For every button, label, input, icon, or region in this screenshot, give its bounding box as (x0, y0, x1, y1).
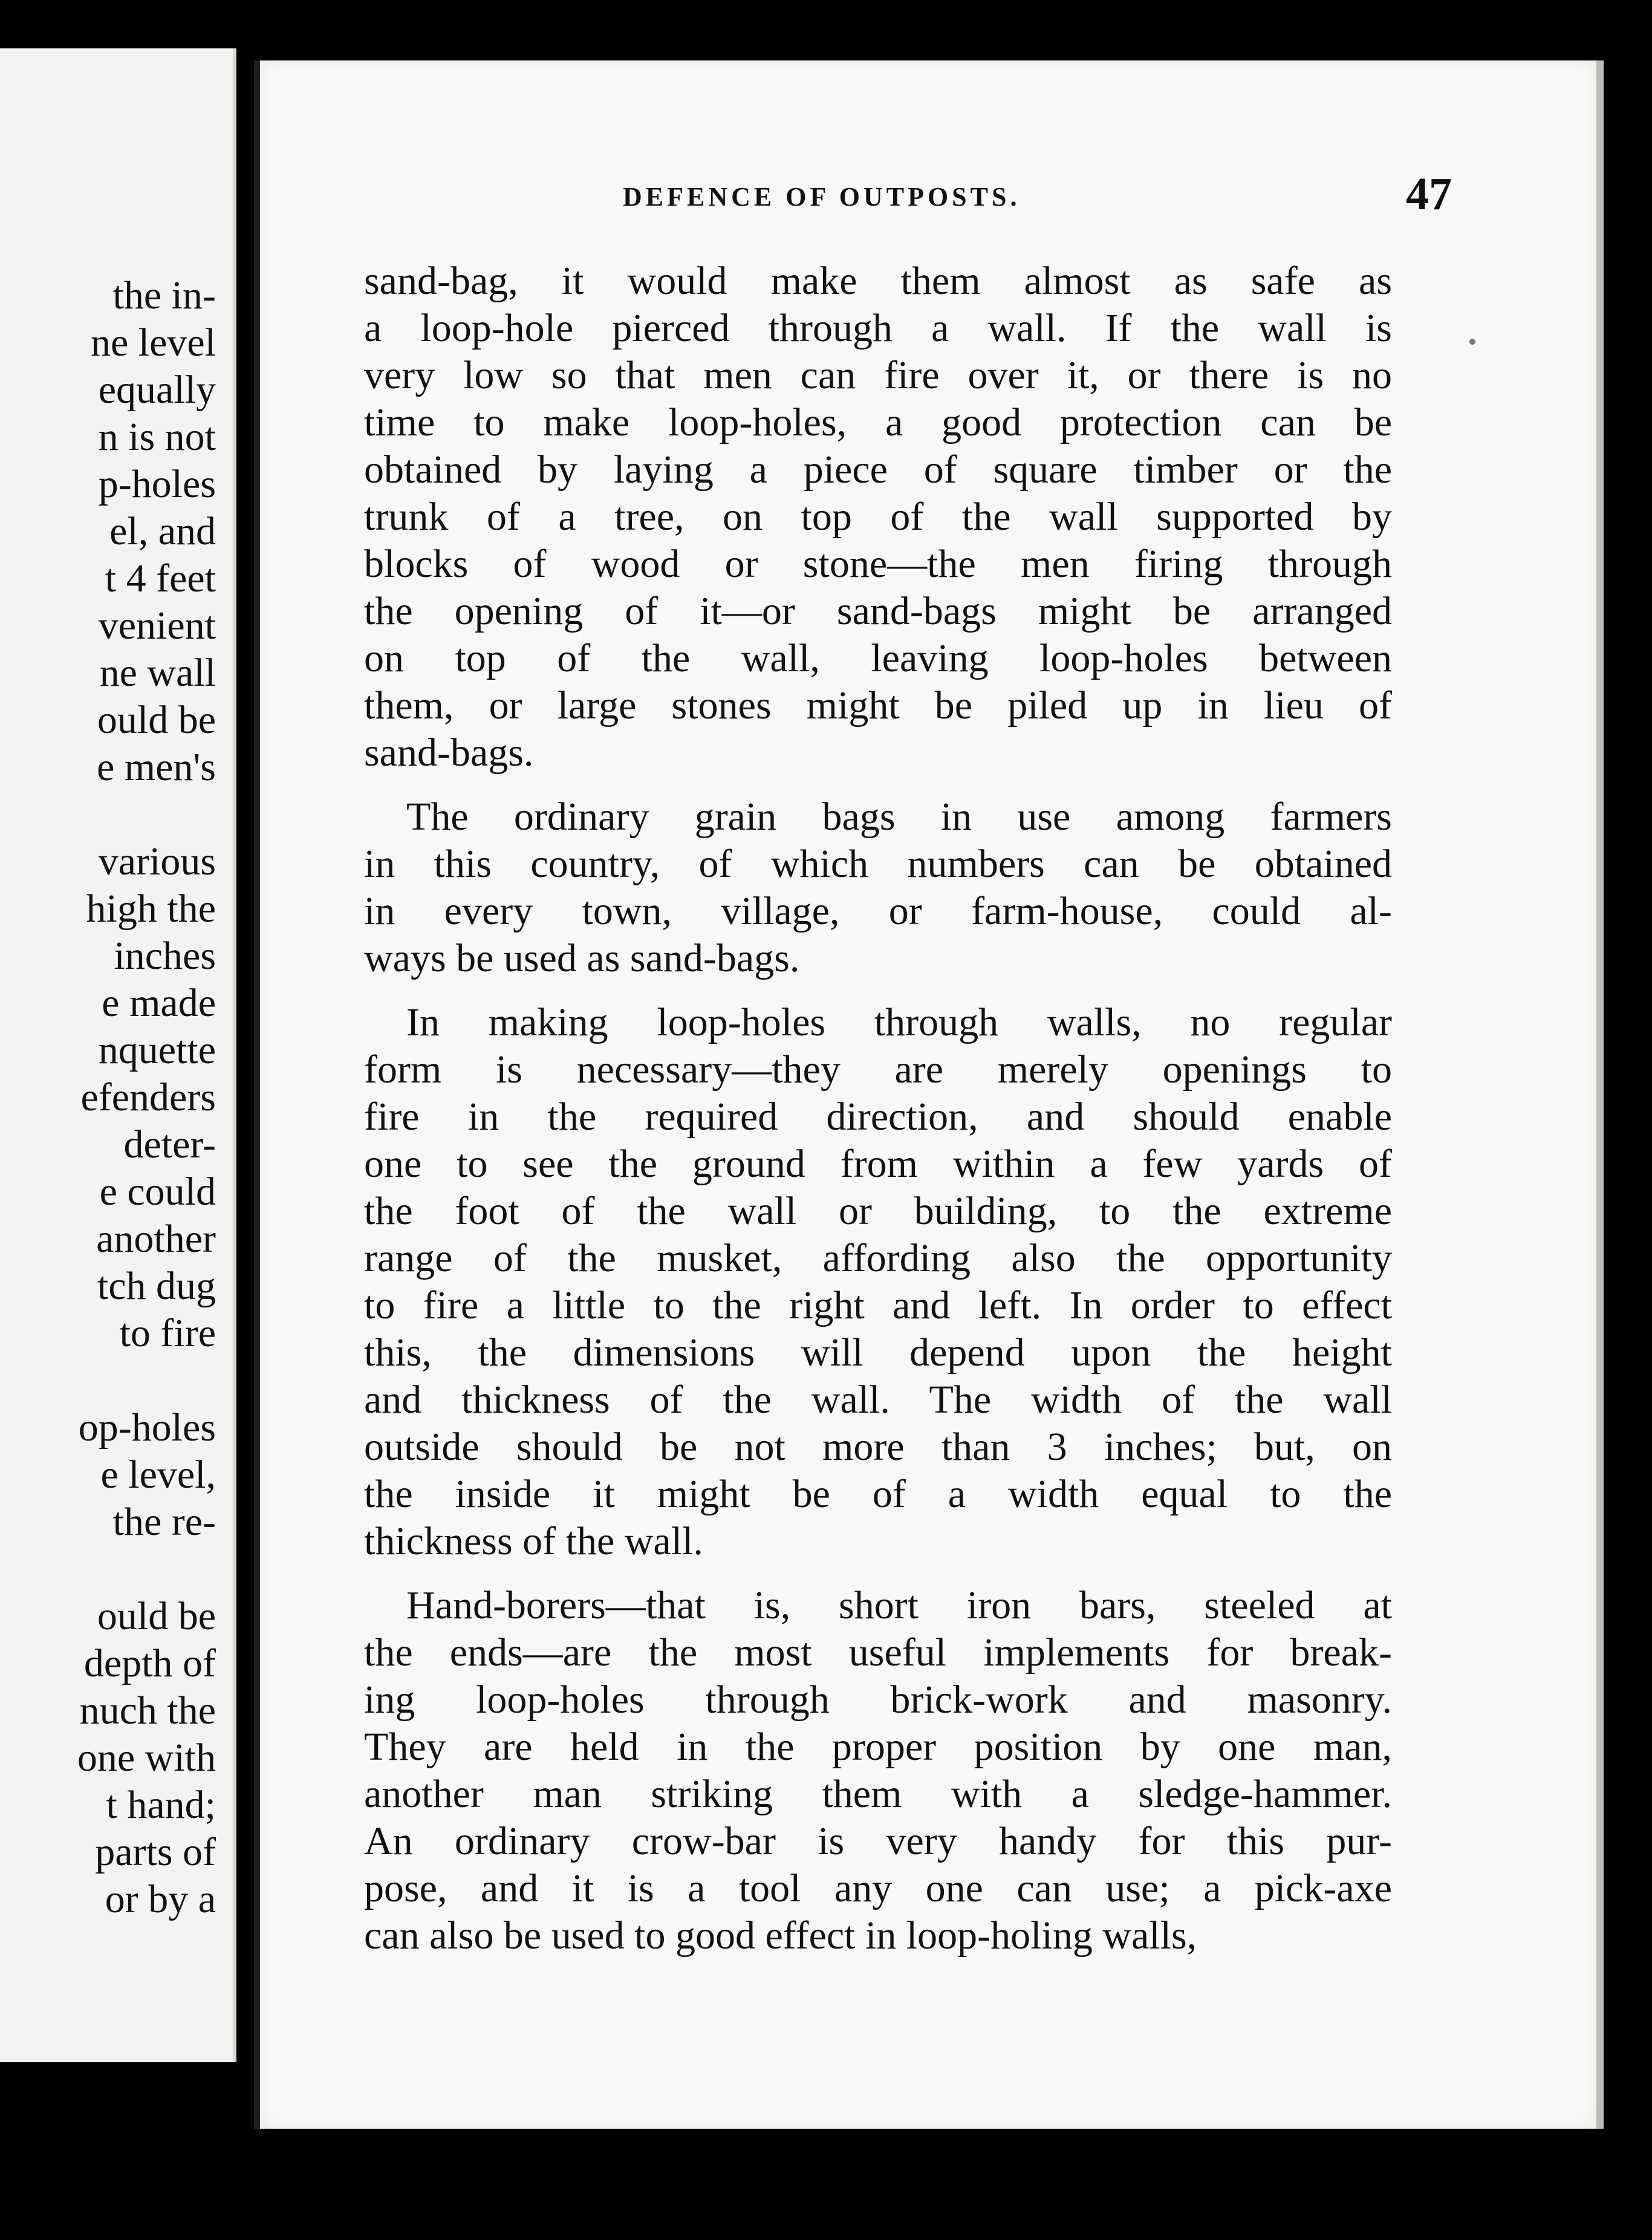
left-page-line: e level, (100, 1453, 216, 1497)
left-page-line: tch dug (97, 1264, 216, 1308)
text-line: them, or large stones might be piled up in lieu of (364, 683, 1392, 728)
left-page-line: t 4 feet (105, 556, 216, 601)
left-page-line: ould be (97, 1594, 216, 1638)
left-page-line (0, 791, 216, 838)
left-page-line: e men's (96, 745, 216, 789)
left-page-line: t hand; (106, 1783, 216, 1827)
text-line: sand-bag, it would make them almost as safe as (364, 259, 1392, 303)
left-page-line: deter- (123, 1122, 216, 1167)
left-page-line: the in- (112, 273, 216, 317)
left-page-line: n is not (98, 415, 216, 459)
text-line: outside should be not more than 3 inches; but, on (364, 1425, 1392, 1469)
text-line: the inside it might be of a width equal to the (364, 1472, 1392, 1516)
left-page-line: e made (102, 981, 216, 1025)
left-page-line: the re- (112, 1500, 216, 1544)
text-line: thickness of the wall. (364, 1519, 703, 1563)
text-line: time to make loop-holes, a good protection can be (364, 400, 1392, 444)
text-line: this, the dimensions will depend upon the height (364, 1330, 1392, 1375)
left-page-line: depth of (83, 1641, 216, 1685)
left-page-fragment (0, 48, 236, 2062)
text-line: blocks of wood or stone—the men firing through (364, 542, 1392, 586)
left-page-line: nquette (98, 1028, 216, 1072)
left-page-line: efenders (80, 1075, 216, 1119)
text-line: form is necessary—they are merely openings to (364, 1047, 1392, 1092)
left-page-line: op-holes (78, 1405, 216, 1450)
left-page-line: parts of (95, 1830, 216, 1874)
left-page-line: equally (98, 368, 216, 412)
left-page-line: or by a (105, 1877, 216, 1921)
left-page-line: el, and (109, 509, 216, 553)
body-text (364, 258, 1392, 1976)
text-line: In making loop-holes through walls, no regular (406, 1000, 1392, 1044)
text-line: the ends—are the most useful implements for break- (364, 1630, 1392, 1675)
left-page-line: ne level (90, 321, 216, 365)
text-line: The ordinary grain bags in use among farmers (406, 795, 1392, 839)
left-page-line: inches (114, 934, 216, 978)
left-page-line (0, 1546, 216, 1593)
left-page-line: nuch the (79, 1688, 216, 1733)
left-page-line: venient (98, 604, 216, 648)
text-line: very low so that men can fire over it, or there is no (364, 353, 1392, 397)
text-line: and thickness of the wall. The width of the wall (364, 1378, 1392, 1422)
page-header (623, 169, 1604, 242)
text-line: another man striking them with a sledge-hammer. (364, 1772, 1392, 1816)
paragraph (364, 1582, 1392, 1959)
text-line: the foot of the wall or building, to the extreme (364, 1189, 1392, 1233)
left-page-line: high the (86, 887, 216, 931)
text-line: can also be used to good effect in loop-holing walls, (364, 1913, 1197, 1958)
text-line: the opening of it—or sand-bags might be arranged (364, 589, 1392, 633)
text-line: Hand-borers—that is, short iron bars, steeled at (406, 1583, 1392, 1627)
right-page (254, 60, 1604, 2129)
left-page-line: to fire (119, 1311, 216, 1355)
text-line: on top of the wall, leaving loop-holes between (364, 636, 1392, 680)
page-number: 47 (1406, 169, 1452, 220)
text-line: range of the musket, affording also the opportunity (364, 1236, 1392, 1280)
text-line: trunk of a tree, on top of the wall supported by (364, 495, 1392, 539)
text-line: sand-bags. (364, 731, 534, 775)
text-line: in every town, village, or farm-house, could al- (364, 889, 1392, 933)
text-line: An ordinary crow-bar is very handy for this pur- (364, 1819, 1392, 1863)
left-page-line: various (98, 839, 216, 884)
paragraph (364, 793, 1392, 982)
ink-speck (1469, 339, 1475, 345)
text-line: ways be used as sand-bags. (364, 936, 800, 980)
text-line: ing loop-holes through brick-work and masonry. (364, 1678, 1392, 1722)
text-line: They are held in the proper position by one man, (364, 1725, 1392, 1769)
text-line: to fire a little to the right and left. In order to effect (364, 1283, 1392, 1327)
left-page-line: ould be (97, 698, 216, 742)
left-page-line (0, 1357, 216, 1404)
left-page-line: another (96, 1217, 216, 1261)
left-page-line: p-holes (98, 462, 216, 506)
text-line: a loop-hole pierced through a wall. If the wall is (364, 306, 1392, 350)
running-head: DEFENCE OF OUTPOSTS. (623, 182, 1021, 212)
left-page-line: e could (99, 1170, 216, 1214)
text-line: obtained by laying a piece of square timber or the (364, 448, 1392, 492)
text-line: in this country, of which numbers can be obtained (364, 842, 1392, 886)
text-line: fire in the required direction, and should enable (364, 1095, 1392, 1139)
paragraph (364, 258, 1392, 777)
text-line: one to see the ground from within a few yards of (364, 1142, 1392, 1186)
left-page-line: one with (77, 1736, 216, 1780)
paragraph (364, 999, 1392, 1565)
left-page-text (0, 272, 216, 1923)
text-line: pose, and it is a tool any one can use; a pick-axe (364, 1866, 1392, 1910)
left-page-line: ne wall (99, 651, 216, 695)
